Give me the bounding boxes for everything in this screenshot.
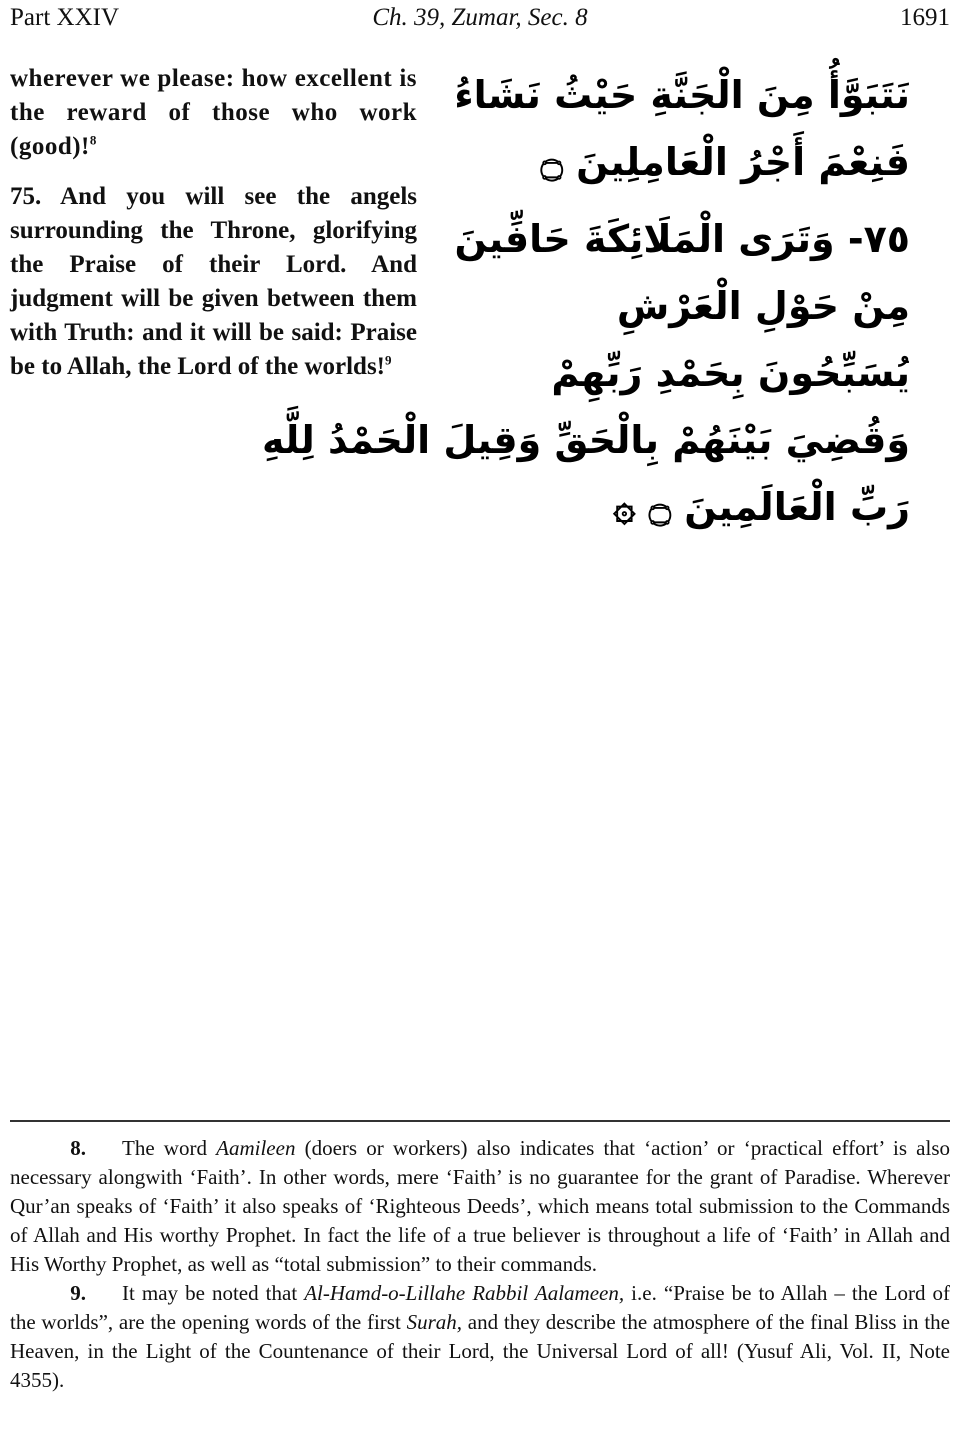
- footnote-9-number: 9.: [70, 1281, 86, 1305]
- verse-75-text: 75. And you will see the angels surrounding the Throne, glorifying the Praise of their Lord. And judgment will be given between them with Truth: and it will be said: Praise be to Allah, the Lord of the worlds!: [10, 183, 417, 380]
- arabic-line-5: يُسَبِّحُونَ بِحَمْدِ رَبِّهِمْ: [551, 351, 910, 395]
- arabic-line-7: رَبِّ الْعَالَمِينَ ۝ ۞: [613, 485, 910, 529]
- footnote-9-text-a: It may be noted that: [122, 1281, 305, 1305]
- verse-75: [10, 180, 417, 384]
- verse-74-continuation: [10, 62, 417, 164]
- chapter-title: Ch. 39, Zumar, Sec. 8: [372, 4, 588, 31]
- arabic-text-column: [261, 62, 910, 541]
- footnote-8-text-b: (doers or workers) also indicates that ‘action’ or ‘practical effort’ is also necessary alongwith ‘Faith’. In other words, mere ‘Faith’ is no guarantee for the grant of Paradise. Wherever Qur’an speaks of ‘Faith’ it also speaks of ‘Righteous Deeds’, which means total submission to the Commands of Allah and His worthy Prophet. In fact the life of a true believer is throughout a life of ‘Faith’ in Allah and His Worthy Prophet, as well as “total submission” to their commands.: [10, 1136, 950, 1276]
- footnote-9: [10, 1279, 950, 1395]
- arabic-line-3: ٧٥- وَتَرَى الْمَلَائِكَةَ حَافِّينَ: [454, 217, 910, 261]
- page-number: 1691: [900, 4, 950, 31]
- arabic-line-4: مِنْ حَوْلِ الْعَرْشِ: [616, 284, 910, 328]
- footnote-ref-9: 9: [385, 352, 392, 368]
- verse-74-text: wherever we please: how excellent is the reward of those who work (good)!: [10, 65, 417, 160]
- footnote-8-number: 8.: [70, 1136, 86, 1160]
- arabic-line-6: وَقُضِيَ بَيْنَهُمْ بِالْحَقِّ وَقِيلَ الْحَمْدُ لِلَّهِ: [261, 418, 910, 462]
- running-header: [10, 4, 950, 34]
- footnote-9-term: Al-Hamd-o-Lillahe Rabbil Aalameen,: [304, 1281, 625, 1305]
- part-label: Part XXIV: [10, 4, 120, 31]
- footnote-8-text-a: The word: [122, 1136, 217, 1160]
- footnote-9-text-b: i.e. “Praise be to Allah – the Lord of the worlds”, are the opening words of the first: [10, 1281, 950, 1334]
- english-translation-column: [10, 62, 417, 384]
- footnote-8-term: Aamileen: [216, 1136, 296, 1160]
- arabic-line-1: نَتَبَوَّأُ مِنَ الْجَنَّةِ حَيْثُ نَشَاءُ: [454, 73, 910, 117]
- footnotes: [10, 1134, 950, 1395]
- footnote-9-term-2: Surah,: [406, 1310, 462, 1334]
- footnote-9-text-c: and they describe the atmosphere of the final Bliss in the Heaven, in the Light of the Countenance of their Lord, the Universal Lord of all! (Yusuf Ali, Vol. II, Note 4355).: [10, 1310, 950, 1392]
- footnote-ref-8: 8: [89, 132, 97, 148]
- arabic-line-2: فَنِعْمَ أَجْرُ الْعَامِلِينَ ۝: [540, 140, 910, 184]
- footnote-8: [10, 1134, 950, 1279]
- footnote-divider: [10, 1120, 950, 1122]
